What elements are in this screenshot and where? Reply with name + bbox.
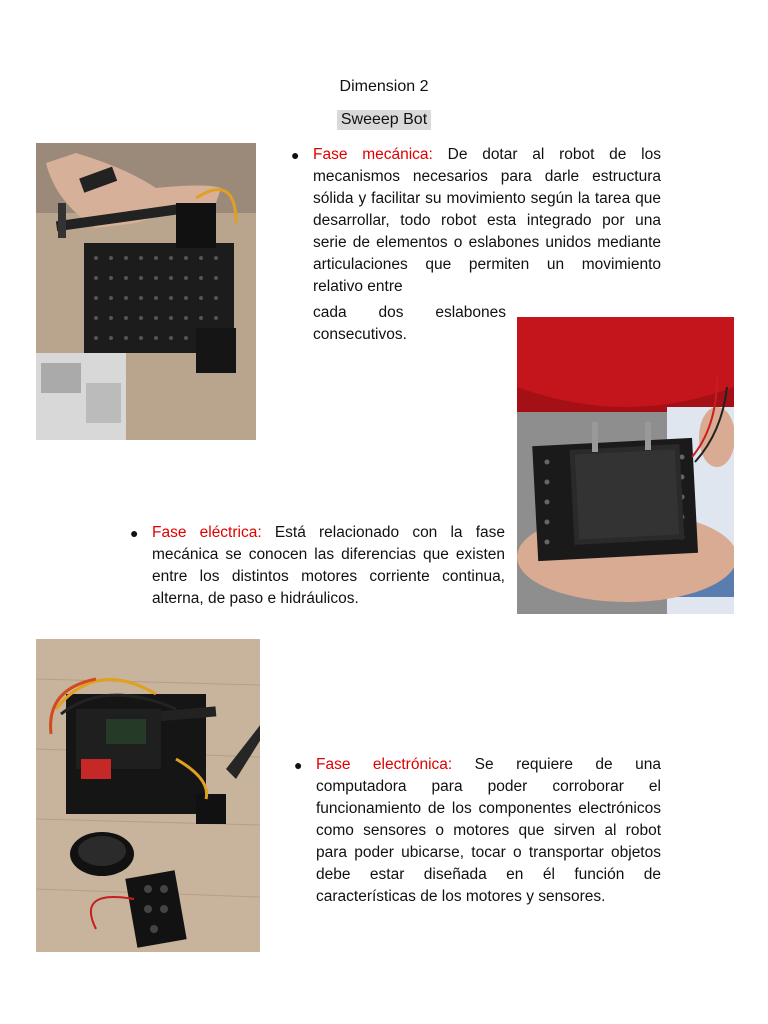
page-title: Dimension 2 <box>339 78 429 95</box>
section-mechanical <box>291 144 661 298</box>
section-electrical <box>130 522 505 610</box>
section-lead-electrical: Fase eléctrica: <box>152 524 262 541</box>
section-body-mechanical: De dotar al robot de los mecanismos necesarios para darle estructura sólida y facilitar su movimiento según la tarea que desarrollar, todo robot esta integrado por una serie de elementos o eslabones unidos mediante articulaciones que permiten un movimiento relativo entre <box>313 146 661 295</box>
section-lead-electronic: Fase electrónica: <box>316 756 453 773</box>
section-body-electrical: Está relacionado con la fase mecánica se conocen las diferencias que existen entre los distintos motores corriente continua, alterna, de paso e hidráulicos. <box>152 524 505 607</box>
bullet-icon: ● <box>130 525 139 541</box>
section-electronic <box>294 754 661 908</box>
photo-servo-plate <box>517 317 734 614</box>
photo-mechanical-chassis <box>36 143 256 440</box>
section-mechanical-continued <box>313 302 506 346</box>
section-body-mechanical-tail: cada dos eslabones consecutivos. <box>313 304 506 343</box>
bullet-icon: ● <box>291 147 300 163</box>
section-lead-mechanical: Fase mecánica: <box>313 146 433 163</box>
section-body-electronic: Se requiere de una computadora para poder corroborar el funcionamiento de los componentes electrónicos como sensores o motores que sirven al robot para poder ubicarse, tocar o transportar objetos debe estar diseñada en él función de características de los motores y sensores. <box>316 756 661 905</box>
bullet-icon: ● <box>294 757 303 773</box>
subtitle-wrapper <box>0 110 768 130</box>
photo-assembled-robot <box>36 639 260 952</box>
page-subtitle: Sweeep Bot <box>337 110 431 130</box>
